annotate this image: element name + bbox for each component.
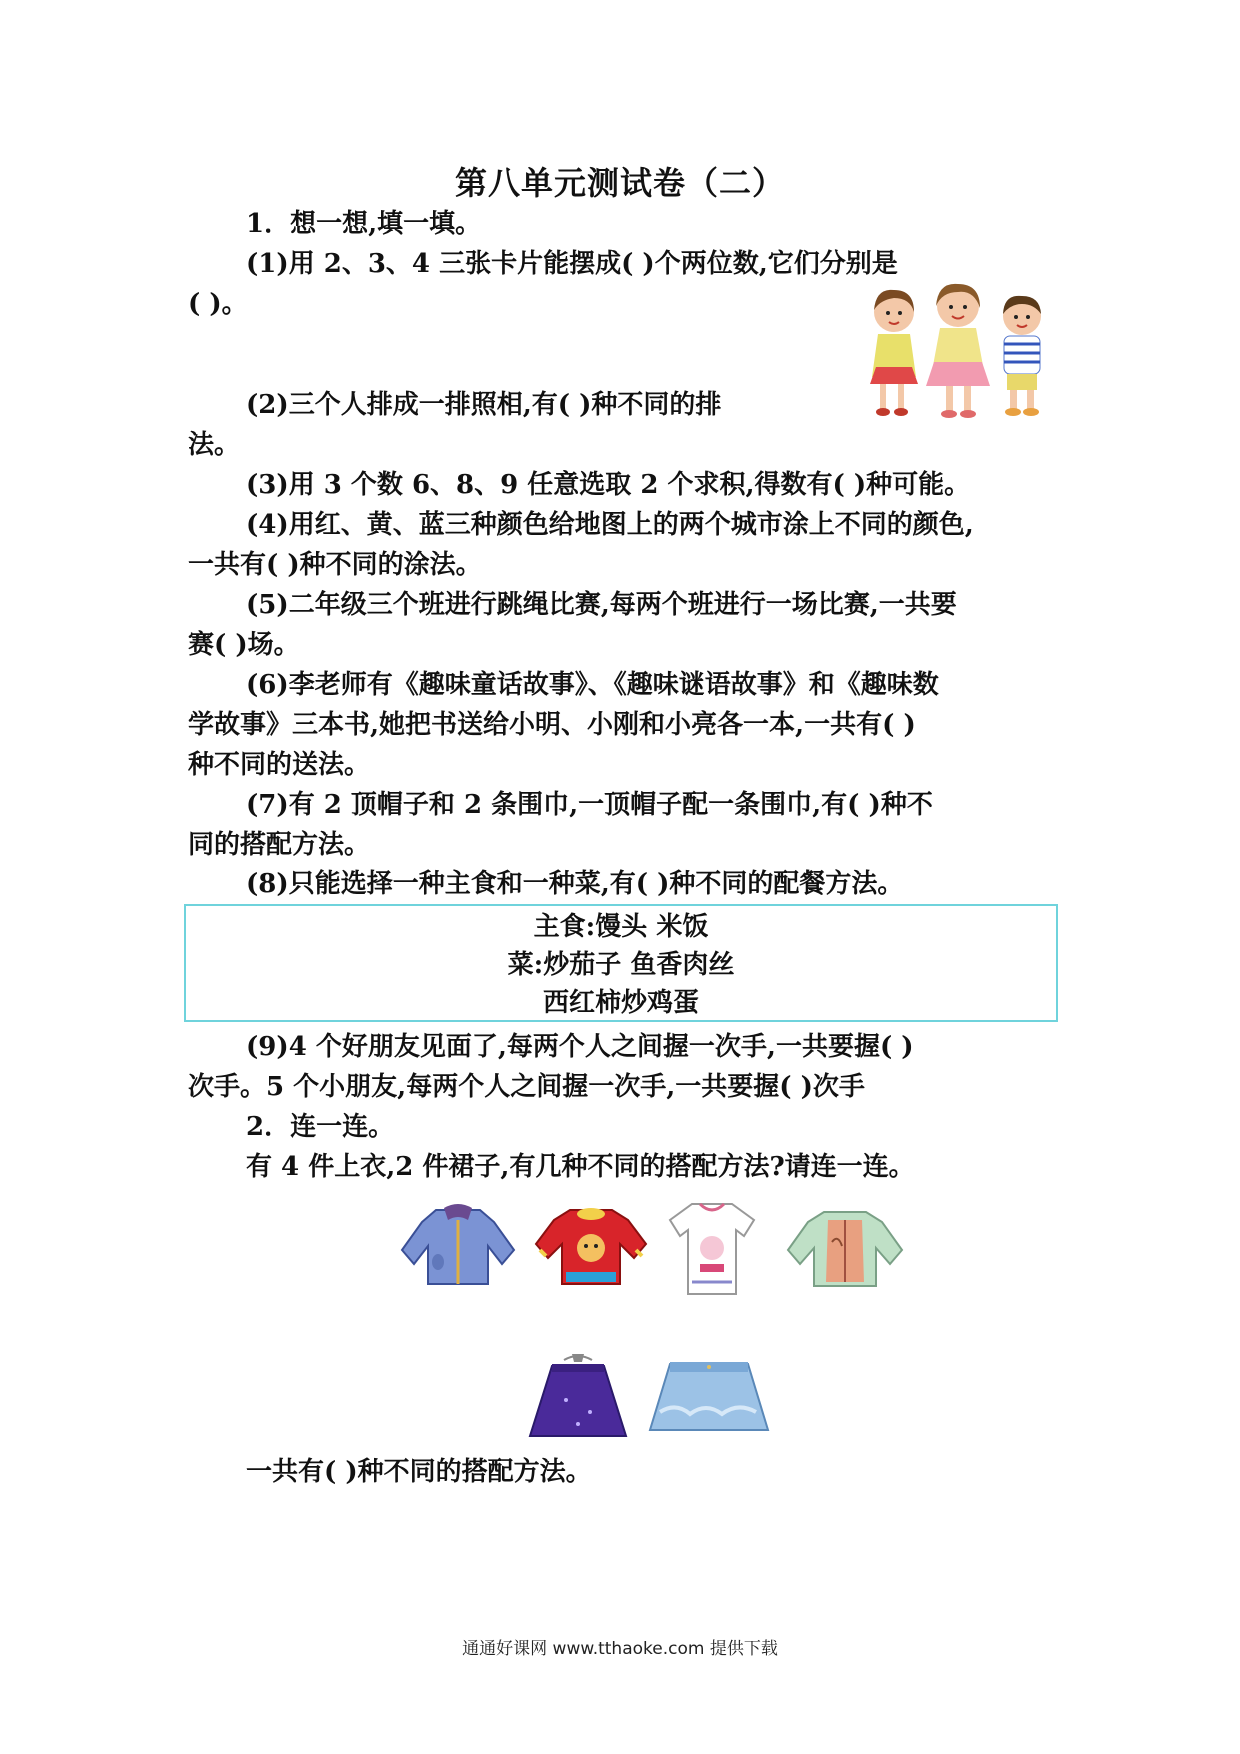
question-7-line-1: (7)有 2 顶帽子和 2 条围巾,一顶帽子配一条围巾,有( )种不	[246, 790, 933, 820]
menu-box	[184, 904, 1058, 1022]
purple-skirt-image[interactable]	[526, 1352, 630, 1442]
question-5-line-1: (5)二年级三个班进行跳绳比赛,每两个班进行一场比赛,一共要	[246, 590, 957, 620]
menu-dish-line-2: 西红柿炒鸡蛋	[542, 988, 699, 1018]
three-children-illustration	[862, 282, 1062, 422]
menu-staple-line: 主食:馒头 米饭	[533, 912, 709, 942]
question-1-line-2: ( )。	[188, 289, 248, 319]
question-6-line-3: 种不同的送法。	[188, 750, 371, 780]
white-tshirt-image[interactable]	[664, 1198, 760, 1298]
green-jacket-image[interactable]	[784, 1206, 906, 1290]
question-2-line-2: 法。	[188, 430, 241, 460]
question-9-line-1: (9)4 个好朋友见面了,每两个人之间握一次手,一共要握( )	[246, 1032, 914, 1062]
question-5-line-2: 赛( )场。	[188, 630, 300, 660]
page-title: 第八单元测试卷（二）	[454, 164, 785, 202]
menu-dish-line: 菜:炒茄子 鱼香肉丝	[507, 950, 735, 980]
section-2-heading: 2．连一连。	[246, 1112, 395, 1142]
denim-skirt-image[interactable]	[646, 1352, 772, 1442]
question-4-line-1: (4)用红、黄、蓝三种颜色给地图上的两个城市涂上不同的颜色,	[246, 510, 974, 540]
section-2-answer: 一共有( )种不同的搭配方法。	[246, 1457, 592, 1487]
blue-jacket-image[interactable]	[398, 1204, 518, 1288]
question-7-line-2: 同的搭配方法。	[188, 830, 371, 860]
question-6-line-1: (6)李老师有《趣味童话故事》、《趣味谜语故事》和《趣味数	[246, 670, 939, 700]
question-6-line-2: 学故事》三本书,她把书送给小明、小刚和小亮各一本,一共有( )	[188, 710, 916, 740]
question-2-line-1: (2)三个人排成一排照相,有( )种不同的排	[246, 390, 722, 420]
question-8: (8)只能选择一种主食和一种菜,有( )种不同的配餐方法。	[246, 869, 904, 899]
question-3: (3)用 3 个数 6、8、9 任意选取 2 个求积,得数有( )种可能。	[246, 470, 971, 500]
red-sweater-image[interactable]	[532, 1204, 650, 1288]
question-9-line-2: 次手。5 个小朋友,每两个人之间握一次手,一共要握( )次手	[188, 1072, 865, 1102]
section-2-prompt: 有 4 件上衣,2 件裙子,有几种不同的搭配方法?请连一连。	[246, 1152, 915, 1182]
question-1-line-1: (1)用 2、3、4 三张卡片能摆成( )个两位数,它们分别是	[246, 249, 898, 279]
section-1-heading: 1．想一想,填一填。	[246, 209, 482, 239]
footer-source: 通通好课网 www.tthaoke.com 提供下载	[462, 1639, 778, 1659]
question-4-line-2: 一共有( )种不同的涂法。	[188, 550, 482, 580]
